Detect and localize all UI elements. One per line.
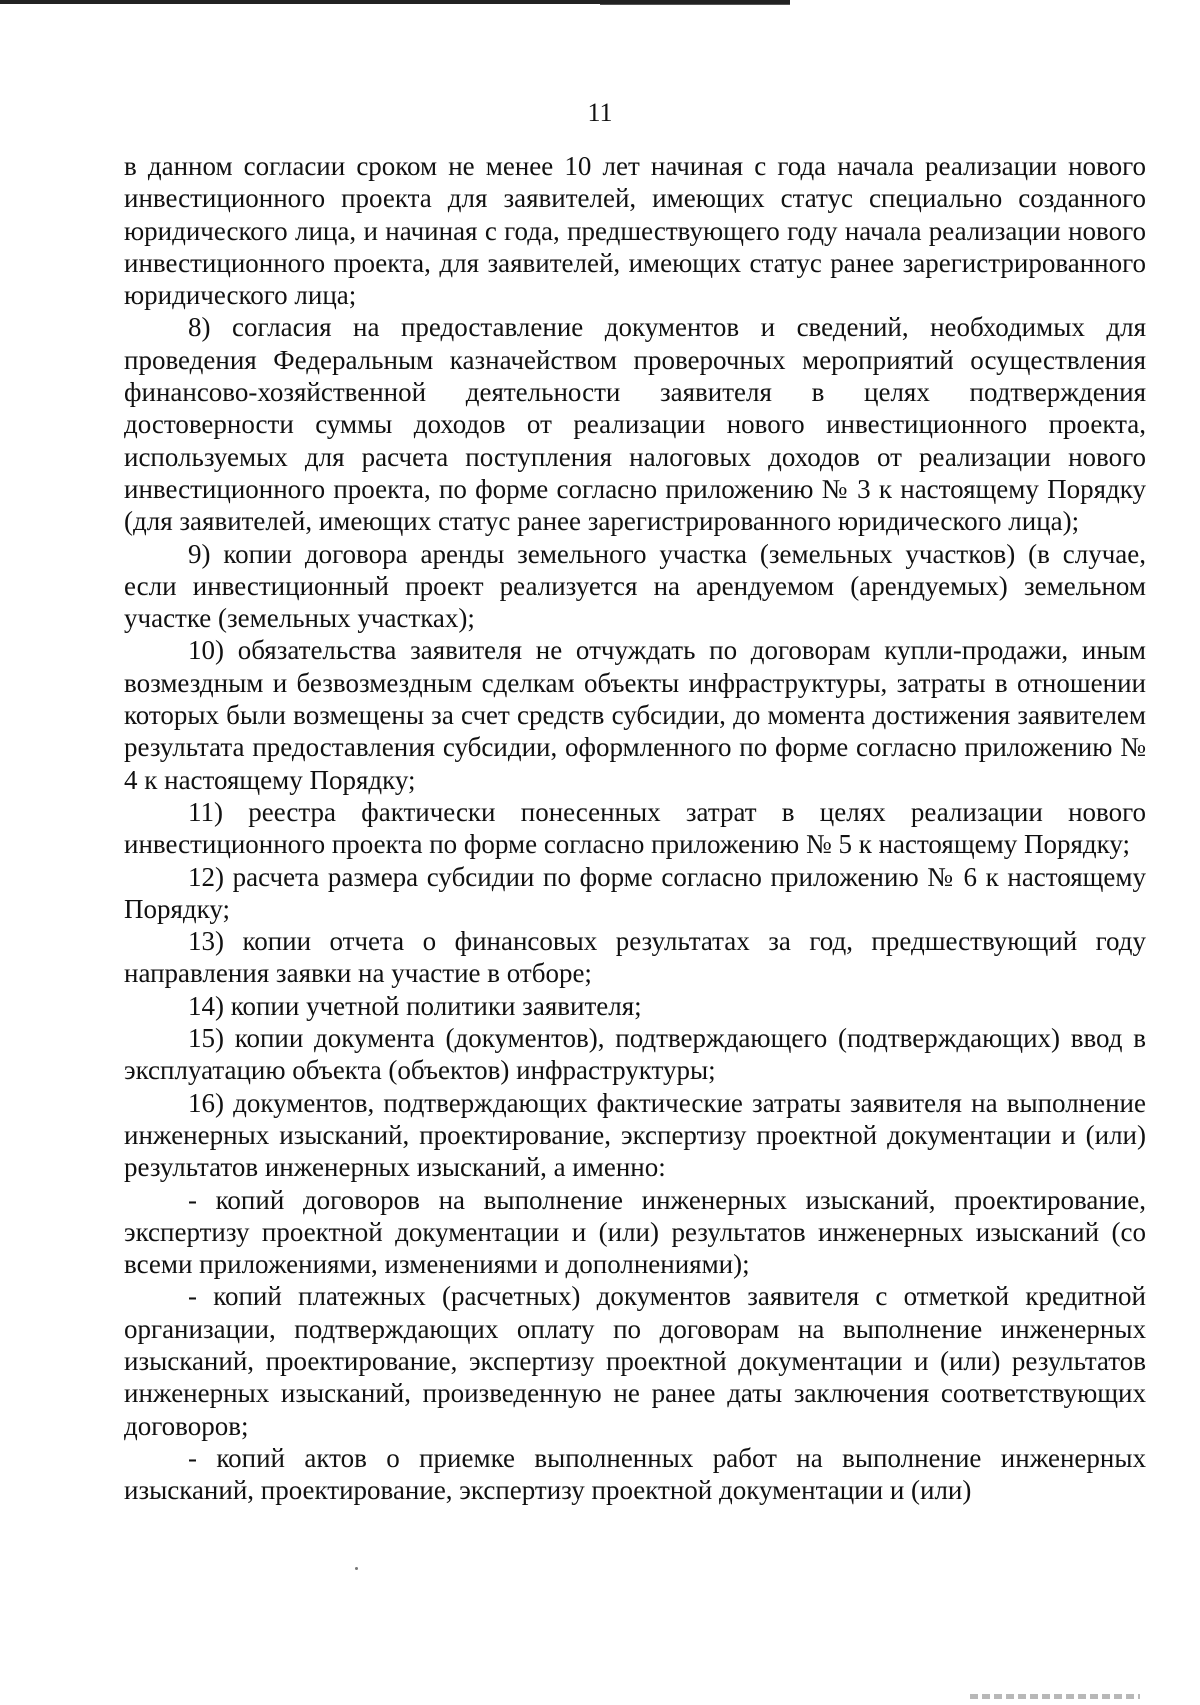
paragraph-item-9: 9) копии договора аренды земельного участка (земельных участков) (в случае, если инвестиционный проект реализуется на арендуемом (арендуемых) земельном участке (земельных участках); — [124, 538, 1146, 634]
scan-edge-mark — [970, 1694, 1140, 1699]
paragraph-subitem-payments: - копий платежных (расчетных) документов заявителя с отметкой кредитной организации, подтверждающих оплату по договорам на выполнение инженерных изысканий, проектирование, экспертизу проектной документации и (или) результатов инженерных изысканий, произведенную не ранее даты заключения соответствующих договоров; — [124, 1281, 1146, 1441]
paragraph-subitem-acts: - копий актов о приемке выполненных работ на выполнение инженерных изысканий, проектирование, экспертизу проектной документации и (или) — [124, 1442, 1146, 1506]
paragraph-item-12: 12) расчета размера субсидии по форме согласно приложению № 6 к настоящему Порядку; — [124, 861, 1146, 924]
paragraph-item-15: 15) копии документа (документов), подтверждающего (подтверждающих) ввод в эксплуатацию объекта (объектов) инфраструктуры; — [124, 1023, 1146, 1086]
paragraph-item-13: 13) копии отчета о финансовых результатах за год, предшествующий году направления заявки на участие в отборе; — [124, 926, 1146, 989]
scan-speck — [355, 1567, 358, 1570]
paragraph-item-10: 10) обязательства заявителя не отчуждать по договорам купли-продажи, иным возмездным и безвозмездным сделкам объекты инфраструктуры, затраты в отношении которых были возмещены за счет средств субсидии, до момента достижения заявителем результата предоставления субсидии, оформленного по форме согласно приложению № 4 к настоящему Порядку; — [124, 635, 1146, 795]
document-body — [124, 150, 1146, 1506]
paragraph-item-11: 11) реестра фактически понесенных затрат в целях реализации нового инвестиционного проекта по форме согласно приложению № 5 к настоящему Порядку; — [124, 796, 1146, 860]
scan-edge-line-thin — [600, 4, 790, 5]
page-number: 11 — [587, 98, 613, 127]
paragraph-item-14: 14) копии учетной политики заявителя; — [188, 990, 642, 1021]
paragraph-subitem-contracts: - копий договоров на выполнение инженерных изысканий, проектирование, экспертизу проектной документации и (или) результатов инженерных изысканий (со всеми приложениями, изменениями и дополнениями); — [124, 1184, 1146, 1280]
paragraph-consent-term: в данном согласии сроком не менее 10 лет начиная с года начала реализации нового инвестиционного проекта для заявителей, имеющих статус специально созданного юридического лица, и начиная с года, предшествующего году начала реализации нового инвестиционного проекта, для заявителей, имеющих статус ранее зарегистрированного юридического лица; — [124, 151, 1146, 311]
paragraph-item-8: 8) согласия на предоставление документов и сведений, необходимых для проведения Федеральным казначейством проверочных мероприятий осуществления финансово-хозяйственной деятельности заявителя в целях подтверждения достоверности суммы доходов от реализации нового инвестиционного проекта, используемых для расчета поступления налоговых доходов от реализации нового инвестиционного проекта, по форме согласно приложению № 3 к настоящему Порядку (для заявителей, имеющих статус ранее зарегистрированного юридического лица); — [124, 312, 1146, 537]
paragraph-item-16: 16) документов, подтверждающих фактические затраты заявителя на выполнение инженерных изысканий, проектирование, экспертизу проектной документации и (или) результатов инженерных изысканий, а именно: — [124, 1087, 1146, 1183]
